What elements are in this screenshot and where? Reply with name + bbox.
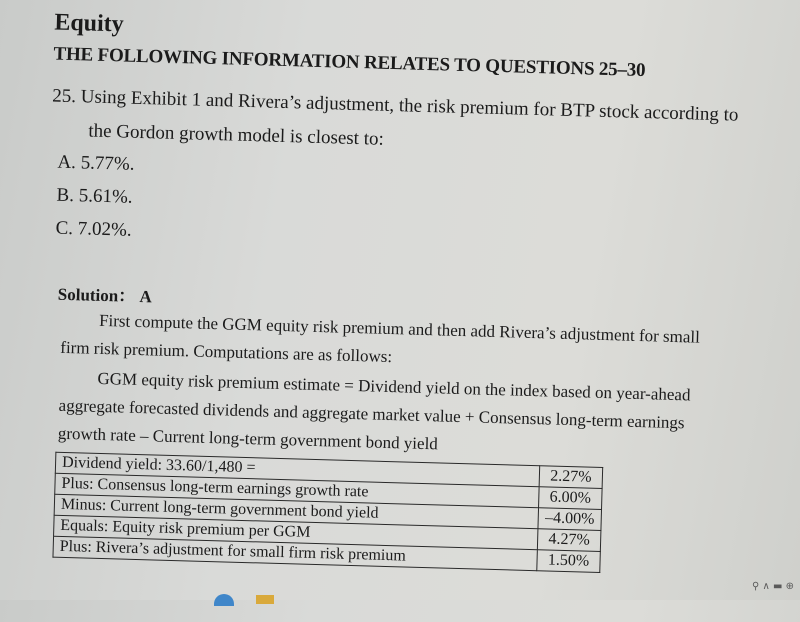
row-value: 4.27% [537, 529, 601, 552]
solution-label: Solution： [57, 284, 136, 306]
row-value: –4.00% [538, 508, 602, 531]
calculation-table [52, 452, 603, 573]
solution-para2-line2: aggregate forecasted dividends and aggregate market value + Consensus long-term earnings [58, 395, 685, 433]
question-line-2: the Gordon growth model is closest to: [88, 120, 385, 150]
option-text: 5.61%. [78, 185, 133, 208]
info-heading: THE FOLLOWING INFORMATION RELATES TO QUESTIONS 25–30 [53, 43, 646, 82]
option-text: 7.02%. [77, 218, 132, 241]
system-tray[interactable]: ⚲ ∧ ▬ ⊕ [751, 581, 794, 592]
solution-para1-line1: First compute the GGM equity risk premium and then add Rivera’s adjustment for small [98, 310, 701, 347]
question-number: 25. [52, 85, 77, 108]
option-letter: B. [56, 184, 75, 207]
row-label: Equals: Equity risk premium per GGM [54, 515, 538, 550]
solution-para2-line3: growth rate – Current long-term government bond yield [57, 423, 439, 454]
row-value: 6.00% [539, 487, 603, 510]
question-text-1: Using Exhibit 1 and Rivera’s adjustment, the risk premium for BTP stock according to [80, 86, 739, 126]
option-b [56, 185, 133, 209]
row-label: Minus: Current long-term government bond yield [54, 494, 538, 529]
solution-header [58, 280, 153, 308]
solution-para2-line1: GGM equity risk premium estimate = Dividend yield on the index based on year-ahead [97, 368, 691, 405]
section-heading: Equity [54, 9, 125, 38]
row-label: Plus: Rivera’s adjustment for small firm risk premium [53, 536, 537, 571]
row-label: Dividend yield: 33.60/1,480 = [55, 452, 539, 487]
option-text: 5.77%. [80, 152, 135, 175]
row-value: 2.27% [539, 466, 603, 489]
row-label: Plus: Consensus long-term earnings growth rate [55, 473, 539, 508]
solution-answer: A [139, 287, 153, 307]
solution-para1-line2: firm risk premium. Computations are as follows: [60, 337, 393, 367]
option-a [57, 152, 135, 176]
option-c [55, 218, 132, 242]
option-letter: A. [57, 151, 77, 174]
option-letter: C. [55, 217, 74, 240]
row-value: 1.50% [537, 550, 601, 573]
question-line-1 [52, 86, 739, 127]
